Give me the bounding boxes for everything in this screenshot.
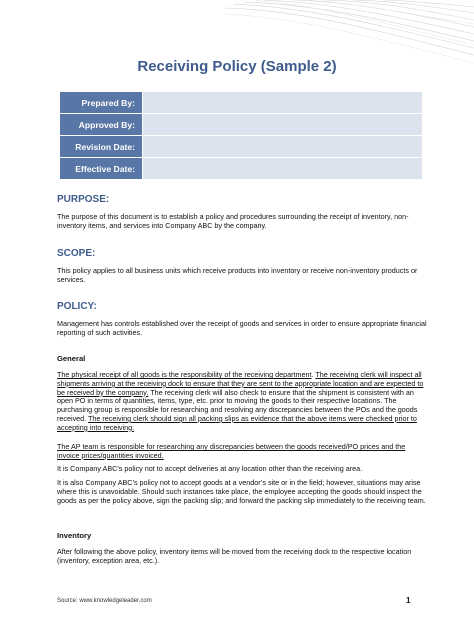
underlined-text: The physical receipt of all goods is the responsibility of the receiving department bbox=[57, 370, 312, 379]
footer-source: Source: www.knowledgeleader.com bbox=[57, 598, 152, 604]
policy-text: Management has controls established over the receipt of goods and services in order to ensure appropriate financial reporting of such activities. bbox=[57, 319, 427, 337]
scope-heading: SCOPE: bbox=[57, 248, 96, 259]
general-paragraph-2 bbox=[57, 443, 429, 461]
effective-date-field[interactable] bbox=[143, 158, 423, 180]
underlined-text: The receiving clerk will inspect all shipments arriving at the receiving dock to ensure that they are sent to the appropriate location and are expected to be received by the company. bbox=[57, 370, 424, 397]
paragraph-text: . bbox=[311, 370, 316, 379]
general-paragraph-1 bbox=[57, 371, 429, 433]
general-paragraph-4: It is also Company ABC’s policy not to accept goods at a vendor’s site or in the field; however, situations may arise where this is unavoidable. Should such instances take place, the employee accepting the goods should inspect the goods as per the policy above, sign the packing slip; and forward the packing slip immediately to the receiving team. bbox=[57, 478, 426, 505]
underlined-text: The AP team is responsible for researching any discrepancies between the goods received/PO prices and the invoice prices/quantities invoiced. bbox=[57, 442, 406, 460]
table-row bbox=[60, 92, 423, 114]
inventory-text: After following the above policy, inventory items will be moved from the receiving dock to the respective location (inventory, exception area, etc.). bbox=[57, 547, 412, 565]
general-heading: General bbox=[57, 354, 86, 363]
paragraph-text: The receiving clerk will also check to ensure that the shipment is consistent with an open PO in terms of quantities, items, type, etc. prior to moving the goods to their respective locations. The purchasing group is responsible for researching and resolving any discrepancies between the POs and the goods received. bbox=[57, 387, 418, 423]
effective-date-label: Effective Date: bbox=[60, 158, 143, 180]
table-row bbox=[60, 114, 423, 136]
document-info-table bbox=[59, 91, 423, 180]
approved-by-label: Approved By: bbox=[60, 114, 143, 136]
table-row bbox=[60, 158, 423, 180]
inventory-heading: Inventory bbox=[57, 531, 92, 540]
purpose-heading: PURPOSE: bbox=[57, 194, 110, 205]
policy-heading: POLICY: bbox=[57, 301, 97, 312]
table-row bbox=[60, 136, 423, 158]
revision-date-field[interactable] bbox=[143, 136, 423, 158]
underlined-text: The receiving clerk should sign all packing slips as evidence that the above items were checked prior to accepting into receiving. bbox=[57, 413, 417, 432]
general-paragraph-3: It is Company ABC’s policy not to accept deliveries at any location other than the receiving area. bbox=[57, 464, 363, 473]
page-title: Receiving Policy (Sample 2) bbox=[137, 58, 337, 75]
scope-text: This policy applies to all business units which receive products into inventory or receive non-inventory products or services. bbox=[57, 266, 418, 284]
prepared-by-field[interactable] bbox=[143, 92, 423, 114]
prepared-by-label: Prepared By: bbox=[60, 92, 143, 114]
purpose-text: The purpose of this document is to establish a policy and procedures surrounding the receipt of inventory, non-inventory items, and services into Company ABC by the company. bbox=[57, 212, 409, 230]
approved-by-field[interactable] bbox=[143, 114, 423, 136]
revision-date-label: Revision Date: bbox=[60, 136, 143, 158]
page-number: 1 bbox=[406, 596, 411, 605]
